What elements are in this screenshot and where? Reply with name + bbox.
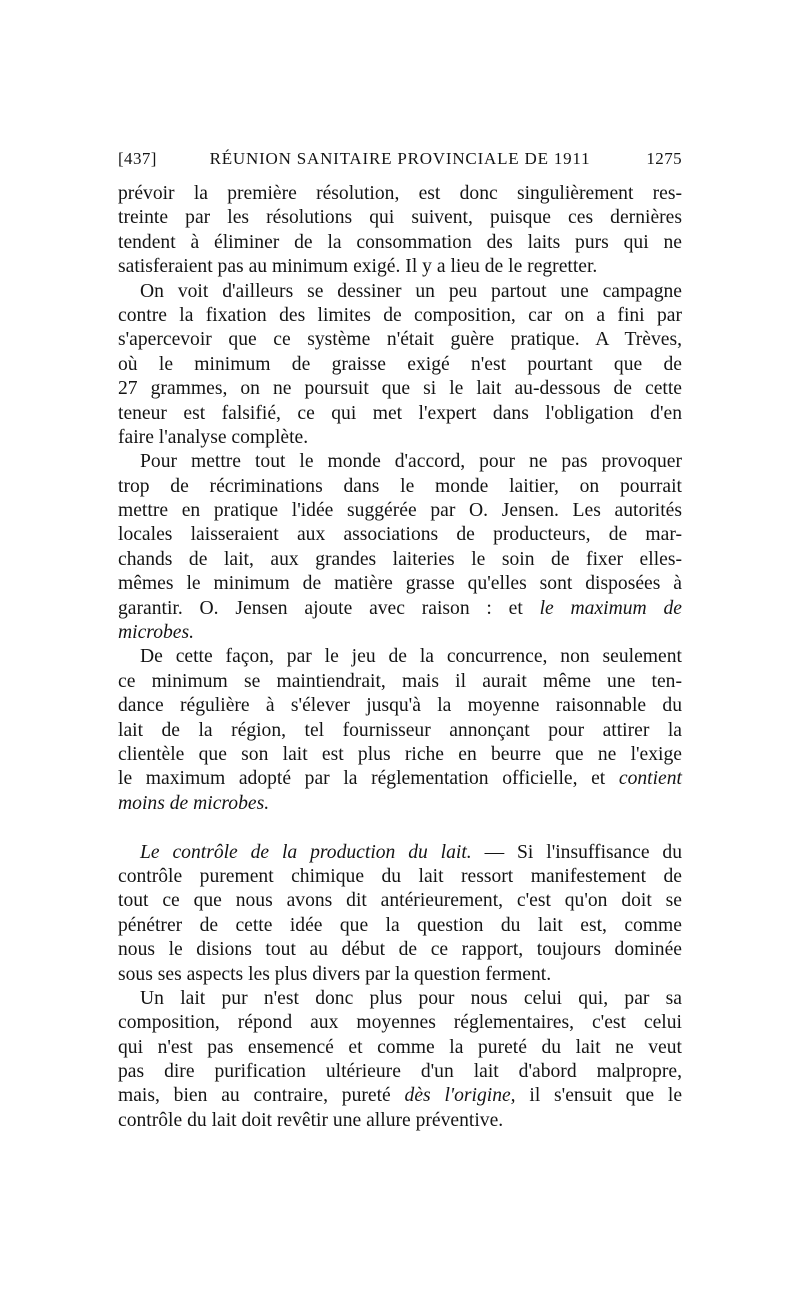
text-line xyxy=(118,1109,682,1133)
text-line xyxy=(118,328,682,352)
text-run: pas dire purification ultérieure d'un lait d'abord malpropre, xyxy=(118,1061,682,1083)
text-run: Pour mettre tout le monde d'accord, pour ne pas provoquer xyxy=(140,451,682,473)
page-reference: [437] xyxy=(118,149,157,168)
text-run: faire l'analyse complète. xyxy=(118,426,309,448)
text-line xyxy=(118,963,682,987)
text-line xyxy=(118,304,682,328)
text-line xyxy=(118,914,682,938)
text-line xyxy=(118,280,682,304)
text-line xyxy=(118,597,682,621)
text-line xyxy=(118,621,682,645)
text-run: mêmes le minimum de matière grasse qu'elles sont disposées à xyxy=(118,573,682,595)
text-line xyxy=(118,987,682,1011)
paragraph xyxy=(118,182,682,280)
text-line xyxy=(118,865,682,889)
text-run: mais, bien au contraire, pureté xyxy=(118,1085,391,1107)
text-line xyxy=(118,548,682,572)
text-line xyxy=(118,182,682,206)
text-run: Un lait pur n'est donc plus pour nous celui qui, par sa xyxy=(140,987,682,1009)
text-line xyxy=(118,255,682,279)
text-line xyxy=(118,426,682,450)
text-run: nous le disions tout au début de ce rapport, toujours dominée xyxy=(118,939,682,961)
text-line xyxy=(118,767,682,791)
text-line xyxy=(118,938,682,962)
text-line xyxy=(118,231,682,255)
italic-text: microbes. xyxy=(118,622,195,644)
text-line xyxy=(118,841,682,865)
text-line xyxy=(118,645,682,669)
text-run: 27 grammes, on ne poursuit que si le lait au-dessous de cette xyxy=(118,378,682,400)
text-line xyxy=(118,719,682,743)
text-run: qui n'est pas ensemencé et comme la pureté du lait ne veut xyxy=(118,1036,682,1058)
italic-text: contient xyxy=(618,768,682,790)
text-run: où le minimum de graisse exigé n'est pourtant que de xyxy=(118,353,682,375)
text-line xyxy=(118,206,682,230)
text-line xyxy=(118,353,682,377)
text-line xyxy=(118,694,682,718)
text-run: s'apercevoir que ce système n'était guère pratique. A Trèves, xyxy=(118,329,682,351)
text-line xyxy=(118,1036,682,1060)
text-run: On voit d'ailleurs se dessiner un peu partout une campagne xyxy=(140,280,682,302)
text-run: De cette façon, par le jeu de la concurrence, non seulement xyxy=(140,646,682,668)
text-line xyxy=(118,889,682,913)
text-line xyxy=(118,402,682,426)
text-line xyxy=(118,499,682,523)
text-line xyxy=(118,1084,682,1108)
text-line xyxy=(118,670,682,694)
italic-text: le maximum de xyxy=(539,597,682,619)
text-line xyxy=(118,743,682,767)
text-line xyxy=(118,450,682,474)
text-run: lait de la région, tel fournisseur annonçant pour attirer la xyxy=(118,719,682,741)
text-line xyxy=(118,792,682,816)
text-run: trop de récriminations dans le monde laitier, on pourrait xyxy=(118,475,682,497)
text-line xyxy=(118,523,682,547)
paragraph xyxy=(118,645,682,816)
text-run: clientèle que son lait est plus riche en beurre que ne l'exige xyxy=(118,743,682,765)
text-run: pénétrer de cette idée que la question du lait est, comme xyxy=(118,914,682,936)
paragraph xyxy=(118,987,682,1133)
italic-text: moins de microbes. xyxy=(118,792,270,814)
text-run: dance régulière à s'élever jusqu'à la moyenne raisonnable du xyxy=(118,695,682,717)
page-number: 1275 xyxy=(646,149,682,168)
text-run: contrôle purement chimique du lait ressort manifestement de xyxy=(118,865,682,887)
italic-text: Le contrôle de la production du lait. xyxy=(140,841,472,863)
section-gap xyxy=(118,816,682,840)
text-run: mettre en pratique l'idée suggérée par O. Jensen. Les autorités xyxy=(118,500,682,522)
text-run: tout ce que nous avons dit antérieurement, c'est qu'on doit se xyxy=(118,890,682,912)
text-run: ce minimum se maintiendrait, mais il aurait même une ten- xyxy=(118,670,682,692)
text-run: le maximum adopté par la réglementation officielle, et xyxy=(118,768,606,790)
text-line xyxy=(118,1011,682,1035)
text-run: satisferaient pas au minimum exigé. Il y a lieu de le regretter. xyxy=(118,256,598,278)
text-run: treinte par les résolutions qui suivent, puisque ces dernières xyxy=(118,207,682,229)
text-run: tendent à éliminer de la consommation des laits purs qui ne xyxy=(118,231,682,253)
text-line xyxy=(118,1060,682,1084)
paragraph xyxy=(118,841,682,987)
italic-text: dès l'origine, xyxy=(404,1085,516,1107)
text-run: prévoir la première résolution, est donc singulièrement res- xyxy=(118,183,682,204)
text-run: garantir. O. Jensen ajoute avec raison : et xyxy=(118,597,523,619)
text-run: contrôle du lait doit revêtir une allure préventive. xyxy=(118,1109,504,1131)
text-line xyxy=(118,572,682,596)
running-title: RÉUNION SANITAIRE PROVINCIALE DE 1911 xyxy=(209,149,591,168)
text-run: locales laisseraient aux associations de producteurs, de mar- xyxy=(118,524,682,546)
text-line xyxy=(118,377,682,401)
text-run: il s'ensuit que le xyxy=(529,1085,683,1107)
paragraph xyxy=(118,450,682,645)
text-run: contre la fixation des limites de composition, car on a fini par xyxy=(118,304,682,326)
text-run: — Si l'insuffisance du xyxy=(484,841,682,863)
text-run: sous ses aspects les plus divers par la question ferment. xyxy=(118,963,552,985)
paragraph xyxy=(118,280,682,451)
text-run: composition, répond aux moyennes réglementaires, c'est celui xyxy=(118,1012,682,1034)
text-line xyxy=(118,475,682,499)
text-run: chands de lait, aux grandes laiteries le soin de fixer elles- xyxy=(118,548,682,570)
text-run: teneur est falsifié, ce qui met l'expert dans l'obligation d'en xyxy=(118,402,682,424)
body-text xyxy=(118,182,682,1133)
